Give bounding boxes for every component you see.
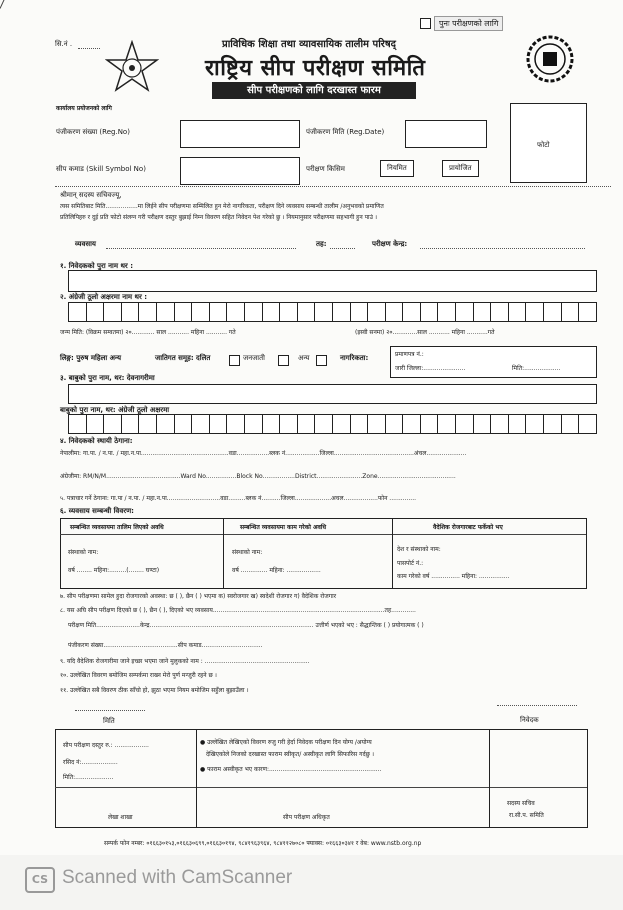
other-checkbox[interactable]	[316, 355, 327, 366]
contact-info: सम्पर्क फोन नम्बर: ०१६६३०१५३,०१६६३०६९९,०१६६३०१९४, ९८४१९६३९६४, ९८४११२७०८० फ्याक्स: ०१६६३०३४१ र वेब: www.nstb.org.np	[104, 840, 422, 847]
q11-declaration: ११. उल्लेखित सबै विवरण ठीक साँचो हो, झुठा भएमा नियम बमोजिम सहुँला बुझाउँला ।	[60, 687, 249, 694]
col-work: सम्बन्धित व्यवसायमा काम गरेको अवधि	[240, 524, 327, 531]
training-duration: वर्ष ........ महिना:.........(........ घण्टा)	[68, 567, 160, 574]
retest-label: पुनः परीक्षणको लागि	[434, 16, 503, 31]
nepal-emblem-icon	[105, 40, 159, 94]
address-english: अंग्रेजीमा: RM/N/M.......................................Ward No................Block No.................District........................Zone.........................................	[60, 473, 456, 480]
dob-bs-label: जन्म मिति: (विक्रम सम्वतमा) २०............ साल ........... महिना ........... गते	[60, 329, 236, 336]
pen-mark	[0, 0, 13, 9]
retest-checkbox[interactable]	[420, 18, 431, 29]
father-name-field[interactable]	[68, 384, 597, 404]
reg-no-field[interactable]	[180, 120, 300, 148]
q8-previous-test: ८. यस अघि सीप परीक्षण दिएको छ ( ), छैन ( ), दिएको भए व्यवसाय..........................................................................................तह.............	[60, 607, 416, 614]
q3b-label: बाबुको पुरा नाम, थर: अंग्रेजी ठूलो अक्षरमा	[60, 406, 170, 414]
q8-test-date: परीक्षण मिति.......................केन्द्र...................................................................................... उत्तीर्ण भएको भए : सैद्धान्तिक ( ) प्रयोगात्मक ( )	[68, 622, 424, 629]
skill-code-label: सीप कमाड (Skill Symbol No)	[56, 165, 146, 173]
janajati-checkbox[interactable]	[278, 355, 289, 366]
scanner-watermark	[0, 855, 623, 910]
office-use-label: कार्यालय प्रयोजनको लागि	[56, 105, 112, 112]
camscanner-text: Scanned with CamScanner	[62, 867, 293, 888]
dob-ad-label: (इस्वी सनमा) २०.............साल ........... महिना ...........गते	[355, 329, 495, 336]
caste-label: जातिगत समूह: दलित	[155, 354, 211, 362]
officer-label: सीप परीक्षण अधिकृत	[283, 814, 330, 821]
council-name: प्राविधिक शिक्षा तथा व्यावसायिक तालीम परिषद्	[222, 39, 396, 50]
full-name-field[interactable]	[68, 270, 597, 292]
q8-reg-no: पंजीकरण संख्या.......................................सीप कमाड................................	[68, 642, 263, 649]
sponsored-option[interactable]: प्रायोजित	[442, 160, 479, 177]
cert-no-label: प्रमाणपत्र नं.:	[395, 351, 424, 358]
accounts-label: लेखा शाखा	[108, 814, 133, 821]
address-nepali: नेपालीमा: गा.पा. / न.पा. / महा.न.पा..............................................वडा.................ब्लक नं..................जिल्ला..........................................अंचल.....................	[60, 450, 467, 457]
other-label: अन्य	[298, 354, 310, 362]
english-name-grid[interactable]	[68, 302, 597, 322]
col-foreign: वैदेशिक रोजगारबाट फर्केको भए	[433, 524, 503, 531]
date-label: मिति	[103, 717, 115, 725]
skill-code-field[interactable]	[180, 157, 300, 185]
applicant-label: निवेदक	[520, 716, 539, 724]
training-org: संस्थाको नाम:	[68, 549, 99, 556]
receipt-label: रसिद नं:...................	[63, 759, 118, 766]
serial-label: सि.नं .	[55, 40, 73, 48]
q5-correspondence: ५. पत्राचार गर्ने ठेगाना: गा.पा / न.पा. / महा.न.पा............................वडा.........ब्लक नं..........जिल्ला...................अचल..................फोन ..............	[60, 495, 417, 502]
intro-line-2: प्रतिलिपिहरु र दुई प्रति फोटो संलग्न गरी परीक्षण दस्तुर बुझाई निम्न विवरण सहित निवेदन पेश गरेको छु । नियमानुसार परीक्षणमा सहभागी हुन पाउं ।	[60, 214, 378, 221]
reg-no-label: पंजीकरण संख्या (Reg.No)	[56, 128, 130, 136]
issue-date-label: मिति:...................	[512, 365, 561, 372]
center-label: परीक्षण केन्द्र:	[372, 240, 408, 248]
q1-label: १. निवेदकको पुरा नाम थर :	[60, 262, 134, 270]
citizenship-label: नागरिकता:	[340, 354, 369, 362]
col-training: सम्बन्धित व्यवसायमा तालिम लिएको अवधि	[70, 524, 164, 531]
janajati-label: जनजाती	[243, 354, 265, 362]
q3-label: ३. बाबुको पुरा नाम, थर: देवनागरीमा	[60, 374, 155, 382]
recommend-line-1: ● उल्लेखित लेखिएको विवरण रुजु गरी हेर्दा निवेदक परीक्षण दिन योग्य /अयोग्य	[200, 739, 372, 746]
q7-employment: ७. सीप परीक्षणमा सामेल हुदा रोजगारको अवस्था: छ ( ), छैन ( ) भएमा क) स्वरोजगार ख) स्वदेशी रोजगार ग) वैदेशिक रोजगार	[60, 593, 337, 600]
passport-no: पासपोर्ट नं.:	[397, 560, 424, 567]
regular-option[interactable]: नियमित	[380, 160, 414, 177]
father-english-grid[interactable]	[68, 414, 597, 434]
committee-name: राष्ट्रिय सीप परीक्षण समिति	[205, 56, 426, 81]
ctevt-logo-icon	[525, 34, 575, 84]
gender-label: लिङ्ग: पुरुष महिला अन्य	[60, 354, 122, 362]
dalit-checkbox[interactable]	[229, 355, 240, 366]
secretary-label: सदस्य सचिव	[507, 800, 535, 807]
reject-reason: ● फाराम अस्वीकृत भए कारण:...........................................................	[200, 766, 382, 773]
q4-label: ४. निवेदकको स्थायी ठेगाना:	[60, 437, 133, 445]
camscanner-badge-icon: CS	[25, 867, 55, 893]
photo-label: फोटो	[537, 141, 550, 149]
fee-label: सीप परीक्षण दस्तुर रु.: ..................	[63, 742, 149, 749]
recommend-line-2: देखिएकोले निजको दरखास्त फाराम स्वीकृत/ अस्वीकृत लागि सिफारिस गर्दछु ।	[206, 751, 375, 758]
q10-consent: १०. उल्लेखित विवरण बमोजिम सम्पर्कमा राख्न मेरो पुर्ण मन्जुरी रहने छ ।	[60, 672, 217, 679]
foreign-duration: काम गरेको वर्ष ............... महिना: ................	[397, 573, 510, 580]
form-title: सीप परीक्षणको लागि दरखास्त फारम	[212, 82, 416, 99]
foreign-org: देश र संस्थाको नाम:	[397, 546, 441, 553]
intro-line-1: त्यस समितिबाट मिति.................मा लिईने सीप परीक्षणमा सम्मिलित हुन मेरो नागरिकता, परीक्षण दिने व्यवसाय सम्बन्धी तालीम /अनुभवको प्रमाणित	[60, 203, 384, 210]
reg-date-field[interactable]	[405, 120, 487, 148]
issue-district-label: जारी जिल्ला:......................	[395, 365, 466, 372]
q6-label: ६. व्यवसाय सम्बन्धी विवरण:	[60, 507, 134, 515]
occupation-label: व्यवसाय	[75, 240, 96, 248]
office-date-label: मिति:....................	[63, 774, 114, 781]
salutation: श्रीमान् सदस्य सचिवज्यू,	[60, 191, 122, 199]
reg-date-label: पंजीकरण मिति (Reg.Date)	[306, 128, 385, 136]
committee-abbr: रा.सी.प. समिति	[509, 812, 544, 819]
q2-label: २. अंग्रेजी ठूलो अक्षरमा नाम थर :	[60, 293, 148, 301]
work-org: संस्थाको नाम:	[232, 549, 263, 556]
level-label: तह:	[316, 240, 327, 248]
work-duration: वर्ष .............. महिना: ..................	[232, 567, 321, 574]
test-type-label: परीक्षण किसिम	[306, 165, 345, 173]
q9-foreign-country: ९. यदि वैदेशिक रोजगारीमा जाने इच्छा भएमा जाने मुलुकको नाम : .......................................................	[60, 658, 310, 665]
